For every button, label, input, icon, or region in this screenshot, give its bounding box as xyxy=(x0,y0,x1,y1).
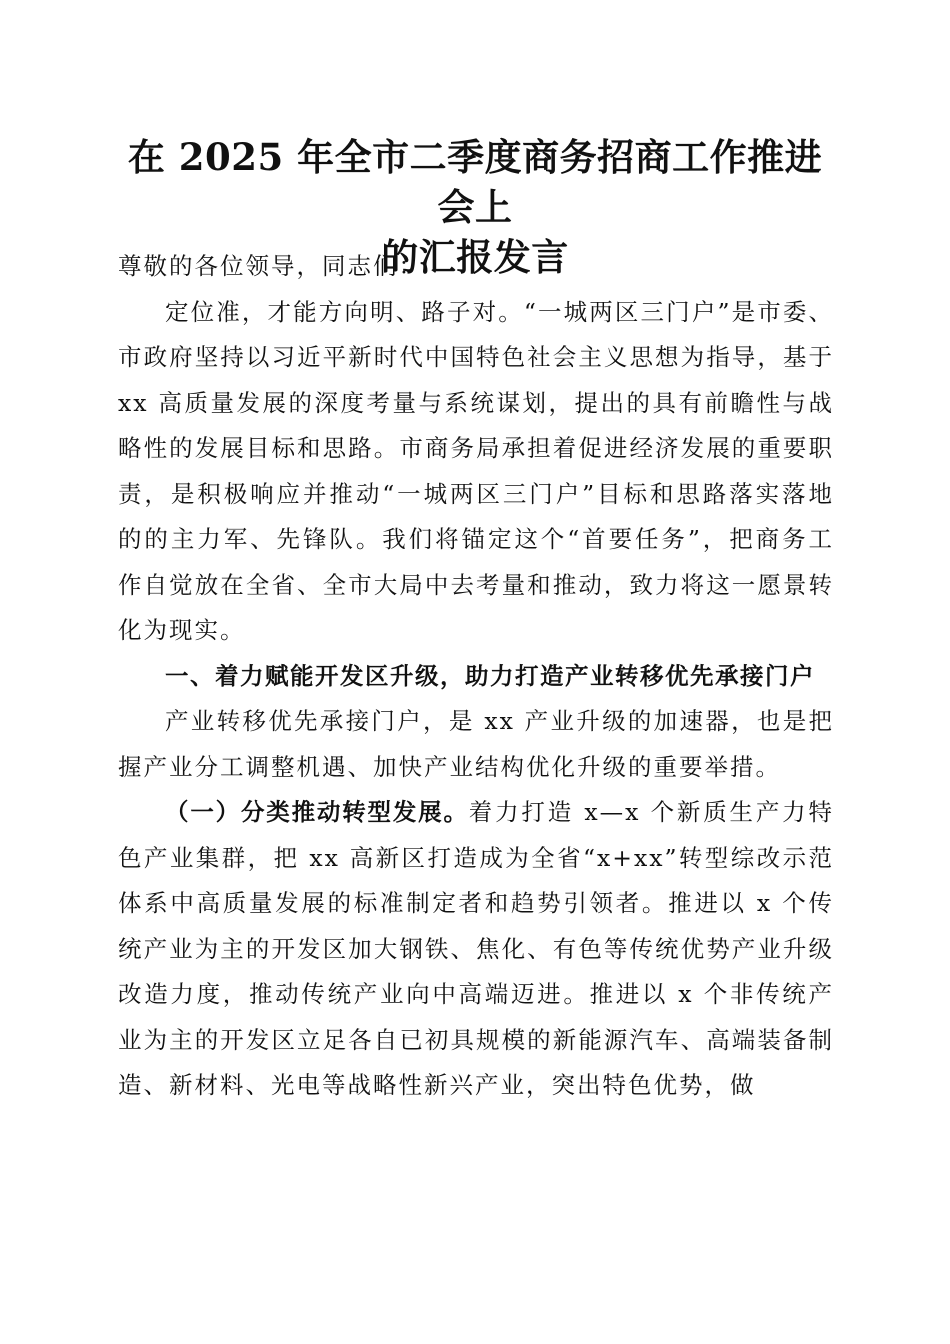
paragraph-intro: 定位准，才能方向明、路子对。“一城两区三门户”是市委、市政府坚持以习近平新时代中国特色社会主义思想为指导，基于 xx 高质量发展的深度考量与系统谋划，提出的具有前瞻性与战略性的发展目标和思路。市商务局承担着促进经济发展的重要职责，是积极响应并推动“一城两区三门户”目标和思路落实落地的的主力军、先锋队。我们将锚定这个“首要任务”，把商务工作自觉放在全省、全市大局中去考量和推动，致力将这一愿景转化为现实。 xyxy=(118,297,834,644)
title-line-1: 在 2025 年全市二季度商务招商工作推进会上 xyxy=(127,135,823,229)
section-heading-1: 一、着力赋能开发区升级，助力打造产业转移优先承接门户 xyxy=(165,661,815,690)
document-body xyxy=(118,244,834,1109)
subsection-1-lead: （一）分类推动转型发展。 xyxy=(165,798,469,826)
title-line-2: 的汇报发言 xyxy=(381,235,569,279)
subsection-1-text: 着力打造 x—x 个新质生产力特色产业集群，把 xx 高新区打造成为全省“x+xx”转型综改示范体系中高质量发展的标准制定者和趋势引领者。推进以 x 个传统产业为主的开发区加大钢铁、焦化、有色等传统优势产业升级改造力度，推动传统产业向中高端迈进。推进以 x 个非传统产业为主的开发区立足各自已初具规模的新能源汽车、高端装备制造、新材料、光电等战略性新兴产业，突出特色优势，做 xyxy=(118,798,835,1099)
paragraph-subsection-1 xyxy=(118,790,834,1109)
paragraph-section-1: 产业转移优先承接门户，是 xx 产业升级的加速器，也是把握产业分工调整机遇、加快产业结构优化升级的重要举措。 xyxy=(118,707,834,781)
salutation: 尊敬的各位领导，同志们： xyxy=(118,252,424,280)
